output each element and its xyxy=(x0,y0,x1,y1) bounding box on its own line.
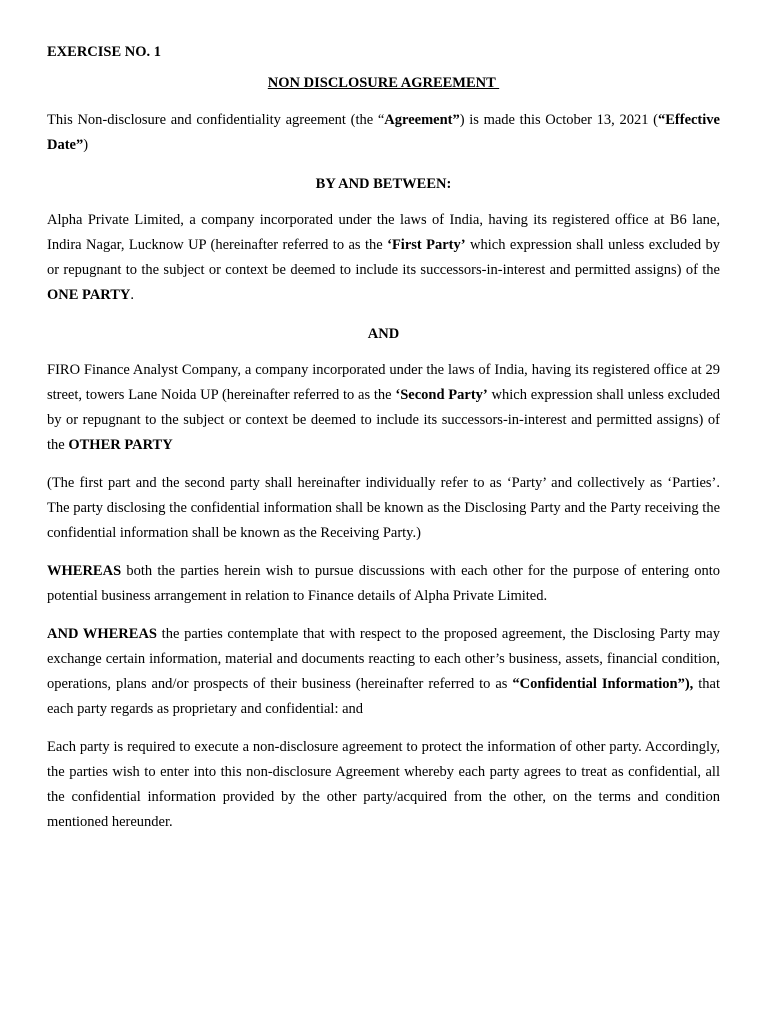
intro-text-3: ) xyxy=(83,137,89,153)
and-heading: AND xyxy=(367,326,400,342)
intro-text-2: ) is made this October 13, 2021 ( xyxy=(459,112,658,128)
second-party-text-2: which expression shall unless excluded by or repugnant to the subject or context be deemed to include its successors-in-interest and permitted assigns) of the xyxy=(47,387,721,453)
and-whereas-paragraph xyxy=(47,622,720,722)
closing-paragraph: Each party is required to execute a non-disclosure agreement to protect the information of other party. Accordingly, the parties wish to enter into this non-disclosure Agreement whereby each party agrees to treat as confidential, all the confidential information provided by the other party/acquired from the other, on the terms and condition mentioned hereunder. xyxy=(47,739,720,830)
effective-date-term: “Effective Date” xyxy=(47,112,720,153)
first-party-text-1: Alpha Private Limited, a company incorporated under the laws of India, having its registered office at B6 lane, Indira Nagar, Lucknow UP (hereinafter referred to as the xyxy=(47,212,720,253)
other-party-term: OTHER PARTY xyxy=(68,437,173,453)
whereas-term: WHEREAS xyxy=(47,563,122,579)
and-whereas-text-2: that each party regards as proprietary and confidential: and xyxy=(47,676,720,717)
first-party-term: ‘First Party’ xyxy=(387,237,466,253)
one-party-term: ONE PARTY xyxy=(47,287,131,303)
second-party-paragraph xyxy=(47,358,720,458)
document-title: NON DISCLOSURE AGREEMENT xyxy=(267,75,500,91)
confidential-information-term: “Confidential Information”), xyxy=(512,676,694,692)
second-party-text-1: FIRO Finance Analyst Company, a company incorporated under the laws of India, having its registered office at 29 street, towers Lane Noida UP (hereinafter referred to as the xyxy=(47,362,720,403)
intro-paragraph xyxy=(47,108,720,158)
exercise-heading: EXERCISE NO. 1 xyxy=(47,44,162,60)
first-party-paragraph xyxy=(47,208,720,308)
agreement-term: Agreement” xyxy=(384,112,460,128)
whereas-paragraph xyxy=(47,559,720,609)
parties-note-paragraph: (The first part and the second party shall hereinafter individually refer to as ‘Party’ and collectively as ‘Parties’. The party disclosing the confidential information shall be known as the Disclosing Party and the Party receiving the confidential information shall be known as the Receiving Party.) xyxy=(47,475,720,541)
by-and-between-heading: BY AND BETWEEN: xyxy=(315,176,452,192)
and-whereas-term: AND WHEREAS xyxy=(47,626,157,642)
first-party-text-3: . xyxy=(130,287,135,303)
whereas-text: both the parties herein wish to pursue discussions with each other for the purpose of entering onto potential business arrangement in relation to Finance details of Alpha Private Limited. xyxy=(47,563,720,604)
first-party-text-2: which expression shall unless excluded by or repugnant to the subject or context be deemed to include its successors-in-interest and permitted assigns) of the xyxy=(47,237,720,278)
second-party-term: ‘Second Party’ xyxy=(395,387,488,403)
and-whereas-text-1: the parties contemplate that with respect to the proposed agreement, the Disclosing Party may exchange certain information, material and documents reacting to each other’s business, assets, financial condition, operations, plans and/or prospects of their business (hereinafter referred to as xyxy=(47,626,720,692)
intro-text-1: This Non-disclosure and confidentiality agreement (the “ xyxy=(47,112,385,128)
